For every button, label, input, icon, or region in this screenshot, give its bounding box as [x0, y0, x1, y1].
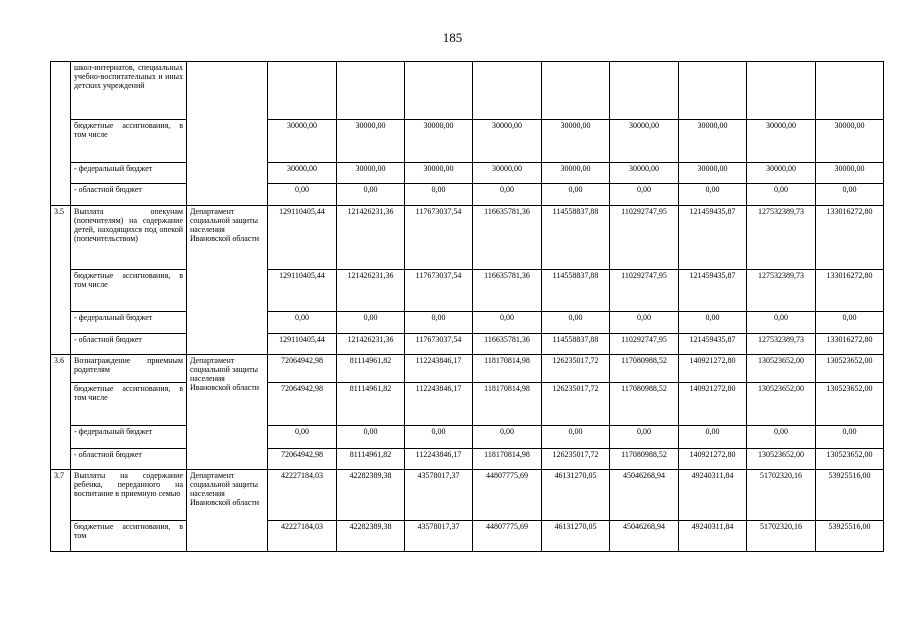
value-cell: [679, 62, 747, 120]
value-cell: 117673037,54: [405, 206, 473, 270]
value-cell: 126235017,72: [542, 355, 610, 383]
table-row: [51, 163, 884, 184]
value-cell: 0,00: [405, 184, 473, 206]
value-cell: [747, 62, 816, 120]
value-cell: 121426231,36: [337, 270, 405, 312]
executor-cell: Департамент социальной защиты населения Ивановской области: [187, 470, 268, 552]
value-cell: 130523652,00: [816, 383, 884, 426]
value-cell: 127532389,73: [747, 270, 816, 312]
item-description: Выплата опекунам (попечителям) на содержание детей, находящихся под опекой (попечительством): [71, 206, 187, 270]
value-cell: 0,00: [405, 426, 473, 449]
value-cell: 42282389,38: [337, 521, 405, 552]
value-cell: 117080988,52: [610, 355, 679, 383]
value-cell: 112243846,17: [405, 449, 473, 470]
item-description: школ-интернатов, специальных учебно-воспитательных и иных детских учреждений: [71, 62, 187, 120]
value-cell: 30000,00: [542, 163, 610, 184]
value-cell: 130523652,00: [747, 355, 816, 383]
table-row: [51, 334, 884, 355]
item-description: Вознаграждение приемным родителям: [71, 355, 187, 383]
value-cell: 0,00: [268, 184, 337, 206]
value-cell: 126235017,72: [542, 383, 610, 426]
value-cell: 121426231,36: [337, 334, 405, 355]
executor-cell: Департамент социальной защиты населения Ивановской области: [187, 206, 268, 355]
value-cell: 30000,00: [405, 163, 473, 184]
value-cell: 46131270,05: [542, 470, 610, 521]
value-cell: 30000,00: [610, 120, 679, 163]
value-cell: 0,00: [268, 426, 337, 449]
value-cell: 0,00: [610, 184, 679, 206]
value-cell: 129110405,44: [268, 334, 337, 355]
value-cell: 0,00: [473, 184, 542, 206]
value-cell: 30000,00: [747, 163, 816, 184]
value-cell: 0,00: [679, 312, 747, 334]
value-cell: 112243846,17: [405, 355, 473, 383]
value-cell: 30000,00: [542, 120, 610, 163]
value-cell: 118170814,98: [473, 355, 542, 383]
value-cell: 30000,00: [337, 120, 405, 163]
value-cell: 49240311,84: [679, 521, 747, 552]
value-cell: 130523652,00: [747, 383, 816, 426]
value-cell: 0,00: [610, 426, 679, 449]
value-cell: 117080988,52: [610, 383, 679, 426]
value-cell: 121459435,87: [679, 270, 747, 312]
table-row: [51, 521, 884, 552]
value-cell: 72064942,98: [268, 383, 337, 426]
value-cell: 129110405,44: [268, 270, 337, 312]
executor-cell: Департамент социальной защиты населения Ивановской области: [187, 355, 268, 470]
value-cell: 0,00: [542, 312, 610, 334]
value-cell: 0,00: [679, 184, 747, 206]
value-cell: 118170814,98: [473, 449, 542, 470]
table-row: [51, 184, 884, 206]
value-cell: 0,00: [405, 312, 473, 334]
value-cell: 0,00: [473, 312, 542, 334]
value-cell: 30000,00: [816, 120, 884, 163]
value-cell: 0,00: [542, 426, 610, 449]
page-number: 185: [442, 30, 463, 45]
item-description: Выплаты на содержание ребенка, переданного на воспитание в приемную семью: [71, 470, 187, 521]
value-cell: 42227184,03: [268, 470, 337, 521]
value-cell: 0,00: [268, 312, 337, 334]
value-cell: [268, 62, 337, 120]
item-description: - областной бюджет: [71, 334, 187, 355]
value-cell: 133016272,80: [816, 206, 884, 270]
item-description: бюджетные ассигнования, в том: [71, 521, 187, 552]
value-cell: 127532389,73: [747, 334, 816, 355]
value-cell: 114558837,88: [542, 206, 610, 270]
value-cell: 44807775,69: [473, 521, 542, 552]
item-description: - федеральный бюджет: [71, 312, 187, 334]
value-cell: 133016272,80: [816, 270, 884, 312]
value-cell: 49240311,84: [679, 470, 747, 521]
value-cell: 121459435,87: [679, 334, 747, 355]
value-cell: 116635781,36: [473, 206, 542, 270]
value-cell: 51702320,16: [747, 521, 816, 552]
value-cell: 114558837,88: [542, 270, 610, 312]
value-cell: 130523652,00: [747, 449, 816, 470]
table-row: [51, 62, 884, 120]
table-row: [51, 383, 884, 426]
value-cell: 116635781,36: [473, 270, 542, 312]
value-cell: 30000,00: [473, 120, 542, 163]
value-cell: 0,00: [816, 184, 884, 206]
value-cell: 43578017,37: [405, 521, 473, 552]
value-cell: 129110405,44: [268, 206, 337, 270]
value-cell: 0,00: [816, 312, 884, 334]
table-row: [51, 206, 884, 270]
value-cell: [473, 62, 542, 120]
value-cell: 130523652,00: [816, 449, 884, 470]
value-cell: 30000,00: [816, 163, 884, 184]
item-description: бюджетные ассигнования, в том числе: [71, 270, 187, 312]
item-number: 3.7: [51, 470, 71, 552]
value-cell: 81114961,82: [337, 383, 405, 426]
value-cell: 140921272,80: [679, 383, 747, 426]
value-cell: 110292747,95: [610, 270, 679, 312]
value-cell: 43578017,37: [405, 470, 473, 521]
value-cell: [542, 62, 610, 120]
value-cell: 0,00: [747, 426, 816, 449]
value-cell: 117673037,54: [405, 334, 473, 355]
value-cell: 140921272,80: [679, 355, 747, 383]
value-cell: 0,00: [816, 426, 884, 449]
value-cell: 30000,00: [473, 163, 542, 184]
value-cell: 140921272,80: [679, 449, 747, 470]
value-cell: 117080988,52: [610, 449, 679, 470]
table-row: [51, 426, 884, 449]
value-cell: 42282389,38: [337, 470, 405, 521]
value-cell: 127532389,73: [747, 206, 816, 270]
value-cell: 51702320,16: [747, 470, 816, 521]
budget-table: [50, 61, 884, 552]
value-cell: 30000,00: [747, 120, 816, 163]
table-row: [51, 120, 884, 163]
value-cell: [337, 62, 405, 120]
value-cell: 110292747,95: [610, 334, 679, 355]
item-description: - федеральный бюджет: [71, 163, 187, 184]
value-cell: 118170814,98: [473, 383, 542, 426]
item-description: - областной бюджет: [71, 184, 187, 206]
item-number: [51, 62, 71, 206]
value-cell: 0,00: [337, 184, 405, 206]
item-number: 3.5: [51, 206, 71, 355]
value-cell: 121459435,87: [679, 206, 747, 270]
item-description: бюджетные ассигнования, в том числе: [71, 383, 187, 426]
value-cell: 30000,00: [679, 120, 747, 163]
value-cell: 0,00: [337, 426, 405, 449]
value-cell: 0,00: [473, 426, 542, 449]
value-cell: 0,00: [610, 312, 679, 334]
value-cell: 44807775,69: [473, 470, 542, 521]
value-cell: 30000,00: [679, 163, 747, 184]
item-description: бюджетные ассигнования, в том числе: [71, 120, 187, 163]
value-cell: 121426231,36: [337, 206, 405, 270]
value-cell: 30000,00: [268, 120, 337, 163]
value-cell: [405, 62, 473, 120]
value-cell: 110292747,95: [610, 206, 679, 270]
value-cell: 42227184,03: [268, 521, 337, 552]
value-cell: 46131270,05: [542, 521, 610, 552]
value-cell: 126235017,72: [542, 449, 610, 470]
item-description: - федеральный бюджет: [71, 426, 187, 449]
value-cell: 81114961,82: [337, 355, 405, 383]
value-cell: 117673037,54: [405, 270, 473, 312]
item-description: - областной бюджет: [71, 449, 187, 470]
table-row: [51, 470, 884, 521]
value-cell: 72064942,98: [268, 355, 337, 383]
value-cell: 0,00: [679, 426, 747, 449]
value-cell: 81114961,82: [337, 449, 405, 470]
value-cell: [610, 62, 679, 120]
table-row: [51, 449, 884, 470]
value-cell: 0,00: [337, 312, 405, 334]
value-cell: 0,00: [747, 184, 816, 206]
value-cell: 45046268,94: [610, 521, 679, 552]
value-cell: 72064942,98: [268, 449, 337, 470]
value-cell: 0,00: [747, 312, 816, 334]
value-cell: 30000,00: [337, 163, 405, 184]
value-cell: 114558837,88: [542, 334, 610, 355]
value-cell: 45046268,94: [610, 470, 679, 521]
executor-cell: [187, 62, 268, 206]
value-cell: 30000,00: [610, 163, 679, 184]
value-cell: 30000,00: [405, 120, 473, 163]
value-cell: 30000,00: [268, 163, 337, 184]
value-cell: 112243846,17: [405, 383, 473, 426]
value-cell: 130523652,00: [816, 355, 884, 383]
value-cell: 53925516,00: [816, 521, 884, 552]
item-number: 3.6: [51, 355, 71, 470]
table-row: [51, 355, 884, 383]
value-cell: [816, 62, 884, 120]
table-row: [51, 312, 884, 334]
table-row: [51, 270, 884, 312]
value-cell: 53925516,00: [816, 470, 884, 521]
value-cell: 0,00: [542, 184, 610, 206]
value-cell: 133016272,80: [816, 334, 884, 355]
value-cell: 116635781,36: [473, 334, 542, 355]
